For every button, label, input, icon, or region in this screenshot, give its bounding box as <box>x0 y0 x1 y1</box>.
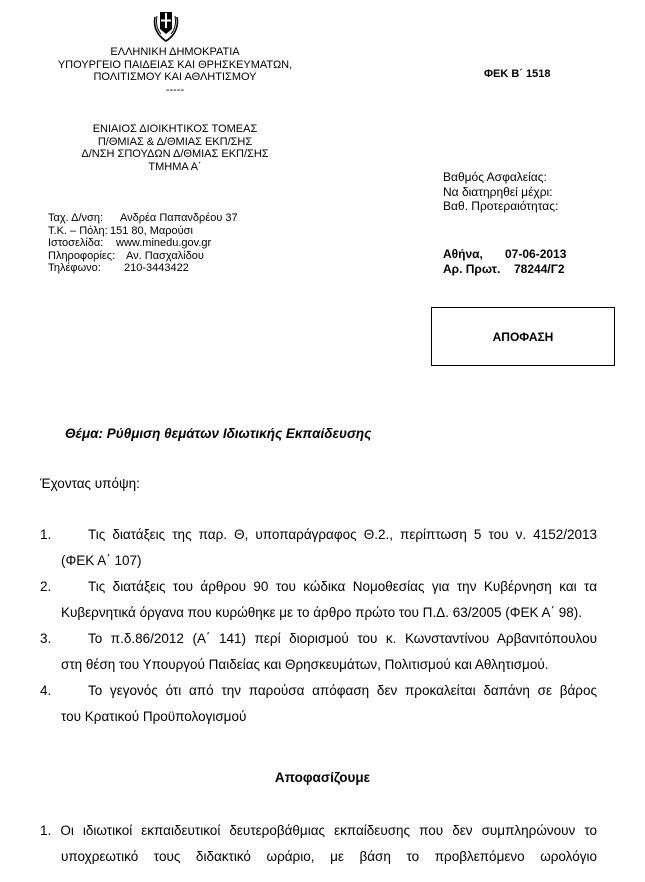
address-value: Ανδρέα Παπανδρέου 37 <box>120 212 238 224</box>
item-number: 1. <box>40 527 52 542</box>
decision-line-2: υποχρεωτικό τους διδακτικό ωράριο, με βάση το προβλεπόμενο ωρολόγιο <box>61 849 597 864</box>
security-level: Βαθμός Ασφαλείας: <box>443 170 547 184</box>
department-line-3: Δ/ΝΣΗ ΣΠΟΥΔΩΝ Δ/ΘΜΙΑΣ ΕΚΠ/ΣΗΣ <box>81 148 269 160</box>
security-block <box>443 170 558 214</box>
website-label: Ιστοσελίδα: <box>48 237 104 249</box>
item-first-line: Τις διατάξεις της παρ. Θ, υποπαράγραφος Θ.2., περίπτωση 5 του ν. 4152/2013 <box>88 527 597 542</box>
having-in-mind: Έχοντας υπόψη: <box>40 476 140 491</box>
list-item <box>40 626 597 678</box>
decision-line-1: 1. Οι ιδιωτικοί εκπαιδευτικοί δευτεροβάθμιας εκπαίδευσης που δεν συμπληρώνουν το <box>40 823 597 838</box>
item-rest: (ΦΕΚ Α΄ 107) <box>61 553 142 568</box>
decision-title-box <box>431 307 615 366</box>
postal-value: 151 80, Μαρούσι <box>110 224 193 237</box>
date-protocol-block <box>443 247 566 277</box>
decision-paragraph <box>40 818 597 870</box>
item-first-line: Το γεγονός ότι από την παρούσα απόφαση δεν προκαλείται δαπάνη σε βάρος <box>88 683 597 698</box>
header-ministry: ΥΠΟΥΡΓΕΙΟ ΠΑΙΔΕΙΑΣ ΚΑΙ ΘΡΗΣΚΕΥΜΑΤΩΝ, <box>57 58 293 71</box>
greek-state-seal-icon <box>152 8 180 42</box>
item-rest: στη θέση του Υπουργού Παιδείας και Θρησκευμάτων, Πολιτισμού και Αθλητισμού. <box>61 657 549 672</box>
header-ministry-cont: ΠΟΛΙΤΙΣΜΟΥ ΚΑΙ ΑΘΛΗΤΙΣΜΟΥ <box>93 71 257 83</box>
item-rest: Κυβερνητικά όργανα που κυρώθηκε με το άρθρο πρώτο του Π.Δ. 63/2005 (ΦΕΚ Α΄ 98). <box>61 605 583 620</box>
department-line-2: Π/ΘΜΙΑΣ & Δ/ΘΜΙΑΣ ΕΚΠ/ΣΗΣ <box>97 135 253 148</box>
gazette-reference: ΦΕΚ Β΄ 1518 <box>484 68 551 80</box>
city-label: Αθήνα, <box>443 247 483 261</box>
header-country: ΕΛΛΗΝΙΚΗ ΔΗΜΟΚΡΑΤΙΑ <box>110 46 240 58</box>
list-item <box>40 574 597 626</box>
ministry-header <box>40 46 310 96</box>
we-decide-heading: Αποφασίζουμε <box>274 770 371 785</box>
decision-title: ΑΠΟΦΑΣΗ <box>492 329 554 344</box>
date-value: 07-06-2013 <box>505 247 567 261</box>
address-label: Ταχ. Δ/νση: <box>48 212 104 224</box>
info-value: Αν. Πασχαλίδου <box>126 249 204 262</box>
list-item <box>40 522 597 574</box>
phone-label: Τηλέφωνο: <box>48 262 101 274</box>
postal-label: Τ.Κ. – Πόλη: <box>48 224 108 237</box>
item-rest: του Κρατικού Προϋπολογισμού <box>61 709 247 724</box>
department-line-4: ΤΜΗΜΑ Α΄ <box>148 160 202 173</box>
item-first-line: Το π.δ.86/2012 (Α΄ 141) περί διορισμού του κ. Κωνσταντίνου Αρβανιτόπουλου <box>88 631 597 646</box>
contact-block <box>48 212 238 275</box>
security-priority: Βαθ. Προτεραιότητας: <box>443 199 559 213</box>
department-block <box>40 123 310 173</box>
department-line-1: ΕΝΙΑΙΟΣ ΔΙΟΙΚΗΤΙΚΟΣ ΤΟΜΕΑΣ <box>92 123 258 135</box>
subject-line: Θέμα: Ρύθμιση θεμάτων Ιδιωτικής Εκπαίδευσης <box>65 426 372 441</box>
item-number: 3. <box>40 631 52 646</box>
info-label: Πληροφορίες: <box>48 249 116 262</box>
phone-value: 210-3443422 <box>124 262 189 274</box>
security-keep-until: Να διατηρηθεί μέχρι: <box>443 184 553 199</box>
header-separator: ----- <box>165 83 185 96</box>
considerations-list <box>40 522 597 730</box>
protocol-label: Αρ. Πρωτ. <box>443 262 501 276</box>
item-number: 4. <box>40 683 52 698</box>
list-item <box>40 678 597 730</box>
item-number: 2. <box>40 579 52 594</box>
protocol-value: 78244/Γ2 <box>514 262 565 276</box>
item-first-line: Τις διατάξεις του άρθρου 90 του κώδικα Νομοθεσίας για την Κυβέρνηση και τα <box>88 579 597 594</box>
website-value[interactable]: www.minedu.gov.gr <box>116 237 212 249</box>
